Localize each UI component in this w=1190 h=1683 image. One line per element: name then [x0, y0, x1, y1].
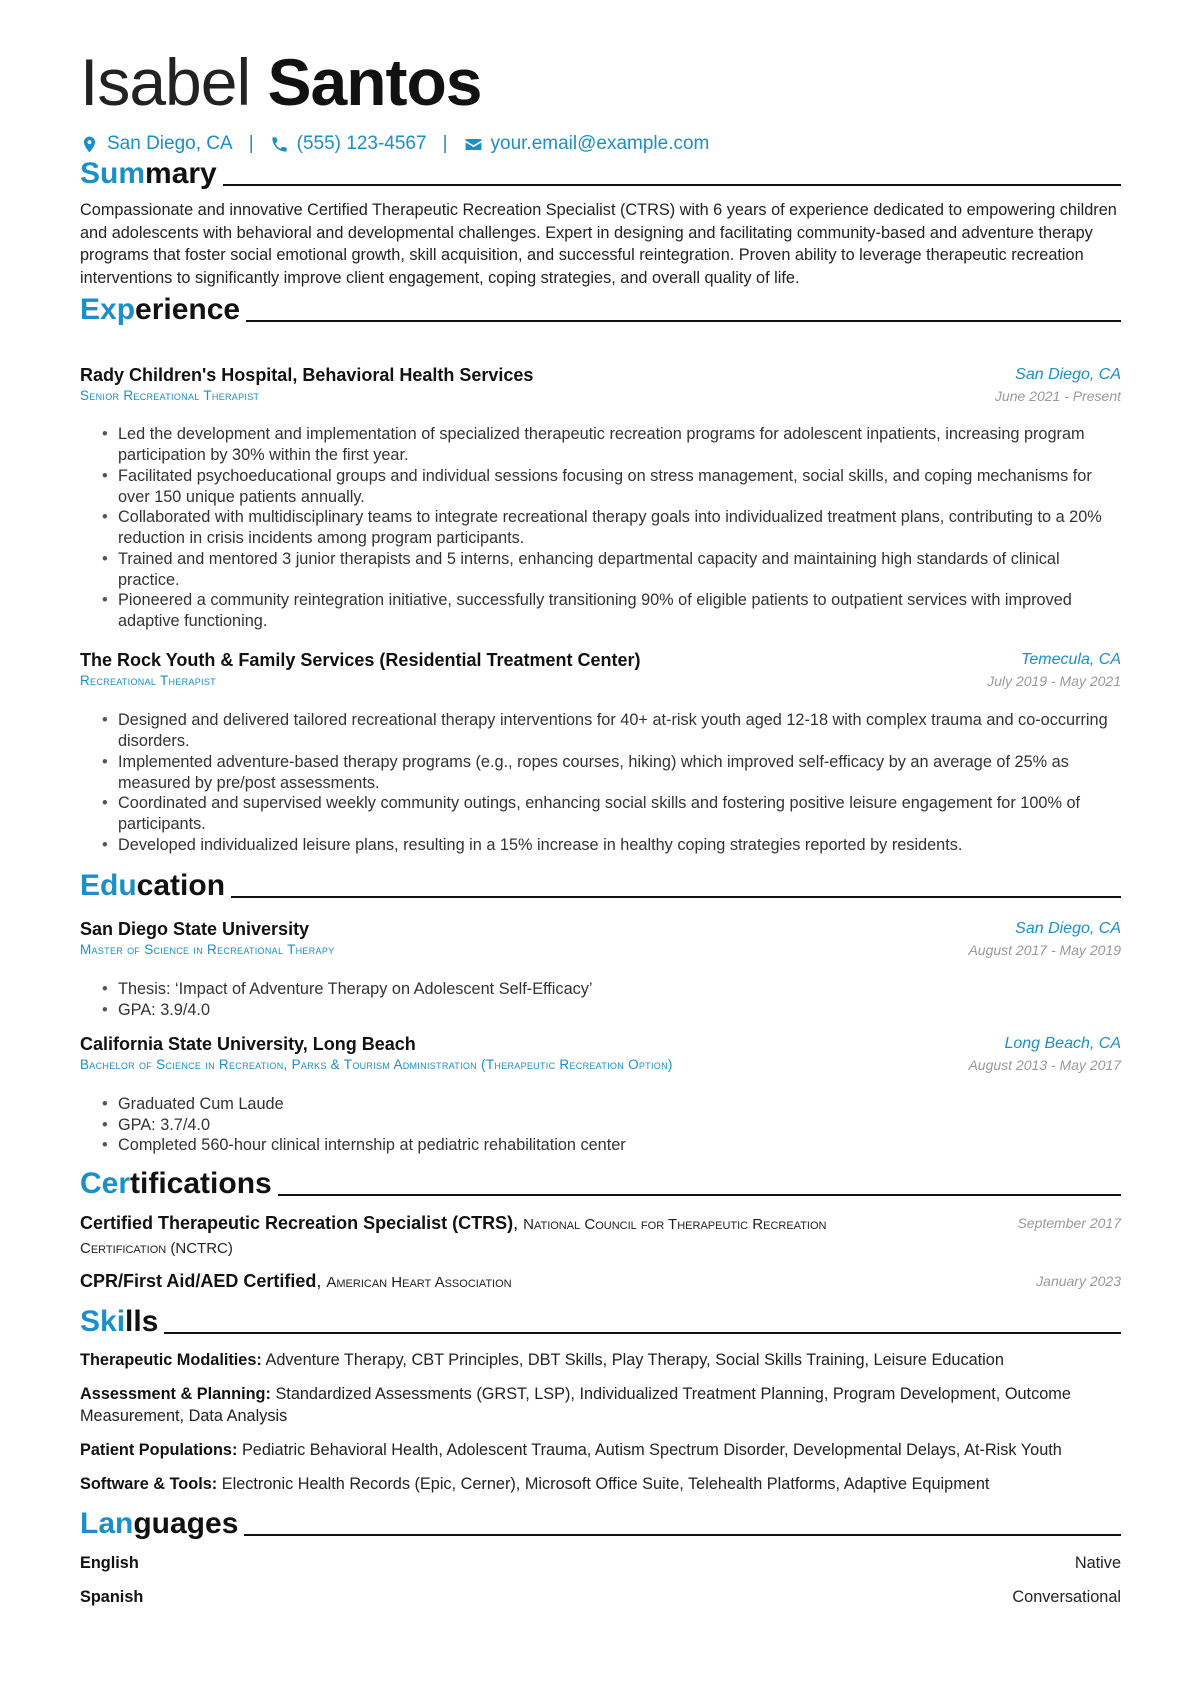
- certification-name: CPR/First Aid/AED Certified: [80, 1271, 317, 1291]
- title-accent: Lan: [80, 1507, 134, 1540]
- list-item: • Led the development and implementation of specialized therapeutic recreation programs for adolescent inpatients, increasing program participation by 30% within the first year.: [118, 424, 1121, 466]
- certification-name: Certified Therapeutic Recreation Specialist (CTRS): [80, 1213, 514, 1233]
- section-rule: [246, 320, 1121, 322]
- list-item: • Trained and mentored 3 junior therapists and 5 interns, enhancing departmental capacity and maintaining high standards of clinical practice.: [118, 549, 1121, 591]
- skill-value: Standardized Assessments (GRST, LSP), Individualized Treatment Planning, Program Development, Outcome Measurement, Data Analysis: [80, 1385, 1071, 1425]
- contact-line: [80, 133, 709, 155]
- list-item: • Developed individualized leisure plans, resulting in a 15% increase in healthy coping strategies reported by residents.: [118, 835, 1121, 856]
- job-dates: June 2021 - Present: [994, 388, 1121, 404]
- skill-label: Therapeutic Modalities:: [80, 1351, 262, 1369]
- envelope-icon: [464, 135, 483, 154]
- title-rest: cation: [136, 869, 226, 902]
- list-item: • Implemented adventure-based therapy programs (e.g., ropes courses, hiking) which improved self-efficacy by an average of 25% as measured by pre/post assessments.: [118, 752, 1121, 794]
- list-item: • Designed and delivered tailored recreational therapy interventions for 40+ at-risk youth aged 12-18 with complex trauma and co-occurring disorders.: [118, 710, 1121, 752]
- summary-text: Compassionate and innovative Certified Therapeutic Recreation Specialist (CTRS) with 6 years of experience dedicated to empowering children and adolescents with behavioral and developmental challenges. Expert in designing and facilitating community-based and adventure therapy programs that foster social emotional growth, skill acquisition, and successful reintegration. Proven ability to leverage therapeutic recreation interventions to significantly improve client engagement, coping strategies, and overall quality of life.: [80, 201, 1117, 287]
- candidate-name: [80, 40, 482, 124]
- skill-label: Patient Populations:: [80, 1441, 238, 1459]
- contact-phone[interactable]: [270, 133, 427, 155]
- school-location: San Diego, CA: [1015, 920, 1121, 937]
- section-title-summary: [80, 156, 1121, 192]
- language-name: Spanish: [80, 1588, 144, 1606]
- certification-date: September 2017: [1017, 1215, 1121, 1231]
- certification-item: Certified Therapeutic Recreation Specialist (CTRS), National Council for Therapeutic Recreation Certification (NCTRC) September 2017: [80, 1213, 1121, 1257]
- email-text: your.email@example.com: [490, 133, 710, 154]
- list-item: • Thesis: ‘Impact of Adventure Therapy on Adolescent Self-Efficacy’: [118, 979, 1121, 1000]
- contact-email[interactable]: [464, 133, 710, 155]
- language-row: [80, 1552, 1121, 1574]
- experience-entry-header: [80, 363, 1121, 409]
- school: California State University, Long Beach: [80, 1034, 416, 1054]
- degree: Bachelor of Science in Recreation, Parks & Tourism Administration (Therapeutic Recreation Option): [80, 1057, 673, 1072]
- skill-value: Electronic Health Records (Epic, Cerner), Microsoft Office Suite, Telehealth Platforms, Adaptive Equipment: [221, 1475, 990, 1493]
- list-item: • Pioneered a community reintegration initiative, successfully transitioning 90% of eligible patients to outpatient services with improved adaptive functioning.: [118, 590, 1121, 632]
- last-name: Santos: [267, 45, 482, 119]
- experience-bullets: [80, 710, 1121, 855]
- job-title: Recreational Therapist: [80, 673, 216, 688]
- title-rest: tifications: [130, 1167, 272, 1200]
- list-item: • Completed 560-hour clinical internship at pediatric rehabilitation center: [118, 1135, 1121, 1156]
- title-accent: Edu: [80, 869, 137, 902]
- job-location: Temecula, CA: [1021, 651, 1121, 668]
- employer: Rady Children's Hospital, Behavioral Health Services: [80, 365, 534, 385]
- contact-separator: |: [248, 133, 254, 154]
- location-text: San Diego, CA: [107, 133, 233, 154]
- title-accent: Cer: [80, 1167, 131, 1200]
- title-accent: Ski: [80, 1305, 126, 1338]
- job-dates: July 2019 - May 2021: [987, 673, 1121, 689]
- section-title-experience: [80, 292, 1121, 328]
- contact-separator: |: [442, 133, 448, 154]
- section-rule: [244, 1534, 1121, 1536]
- title-rest: lls: [125, 1305, 159, 1338]
- certification-issuer: American Heart Association: [326, 1274, 512, 1291]
- list-item: • Coordinated and supervised weekly community outings, enhancing social skills and fostering positive leisure engagement for 100% of participants.: [118, 793, 1121, 835]
- section-rule: [164, 1332, 1121, 1334]
- employer: The Rock Youth & Family Services (Residential Treatment Center): [80, 650, 641, 670]
- map-pin-icon: [80, 135, 99, 154]
- school-location: Long Beach, CA: [1004, 1035, 1121, 1052]
- skill-row: [80, 1439, 1121, 1461]
- skill-value: Pediatric Behavioral Health, Adolescent Trauma, Autism Spectrum Disorder, Developmental Delays, At-Risk Youth: [241, 1441, 1062, 1459]
- skill-value: Adventure Therapy, CBT Principles, DBT Skills, Play Therapy, Social Skills Training, Leisure Education: [265, 1351, 1004, 1369]
- section-title-skills: [80, 1304, 1121, 1340]
- language-row: [80, 1586, 1121, 1608]
- experience-entry-header: [80, 648, 1121, 694]
- list-item: • Graduated Cum Laude: [118, 1094, 1121, 1115]
- certification-date: January 2023: [1036, 1273, 1121, 1289]
- title-rest: mary: [145, 157, 217, 190]
- language-level: Conversational: [1012, 1588, 1121, 1606]
- contact-location: [80, 133, 233, 155]
- list-item: • GPA: 3.9/4.0: [118, 1000, 1121, 1021]
- title-accent: Exp: [80, 293, 136, 326]
- section-title-languages: [80, 1506, 1121, 1542]
- education-entry-header: [80, 1032, 1121, 1078]
- certification-issuer: National Council for Therapeutic Recreation Certification (NCTRC): [80, 1216, 827, 1257]
- skill-row: [80, 1349, 1121, 1371]
- section-rule: [278, 1194, 1121, 1196]
- title-rest: erience: [135, 293, 241, 326]
- title-rest: guages: [133, 1507, 239, 1540]
- list-item: • Facilitated psychoeducational groups and individual sessions focusing on stress management, social skills, and coping mechanisms for over 150 unique patients annually.: [118, 466, 1121, 508]
- job-location: San Diego, CA: [1015, 366, 1121, 383]
- school-dates: August 2013 - May 2017: [968, 1057, 1121, 1073]
- school-dates: August 2017 - May 2019: [968, 942, 1121, 958]
- phone-icon: [270, 135, 289, 154]
- skill-label: Assessment & Planning:: [80, 1385, 271, 1403]
- skill-row: [80, 1473, 1121, 1495]
- language-level: Native: [1074, 1554, 1121, 1572]
- first-name: Isabel: [80, 45, 251, 119]
- degree: Master of Science in Recreational Therapy: [80, 942, 335, 957]
- skill-row: [80, 1383, 1121, 1427]
- education-bullets: [80, 1094, 1121, 1156]
- list-item: • Collaborated with multidisciplinary teams to integrate recreational therapy goals into individualized treatment plans, contributing to a 20% reduction in crisis incidents among program participants.: [118, 507, 1121, 549]
- education-bullets: [80, 979, 1121, 1020]
- skill-label: Software & Tools:: [80, 1475, 218, 1493]
- phone-text: (555) 123-4567: [296, 133, 427, 154]
- experience-bullets: [80, 424, 1121, 632]
- job-title: Senior Recreational Therapist: [80, 388, 260, 403]
- title-accent: Sum: [80, 157, 146, 190]
- education-entry-header: [80, 917, 1121, 963]
- language-name: English: [80, 1554, 139, 1572]
- section-title-education: [80, 868, 1121, 904]
- section-title-certifications: [80, 1166, 1121, 1202]
- section-rule: [223, 184, 1121, 186]
- school: San Diego State University: [80, 919, 310, 939]
- list-item: • GPA: 3.7/4.0: [118, 1115, 1121, 1136]
- certification-item: CPR/First Aid/AED Certified, American Heart Association January 2023: [80, 1271, 1121, 1291]
- section-rule: [231, 896, 1121, 898]
